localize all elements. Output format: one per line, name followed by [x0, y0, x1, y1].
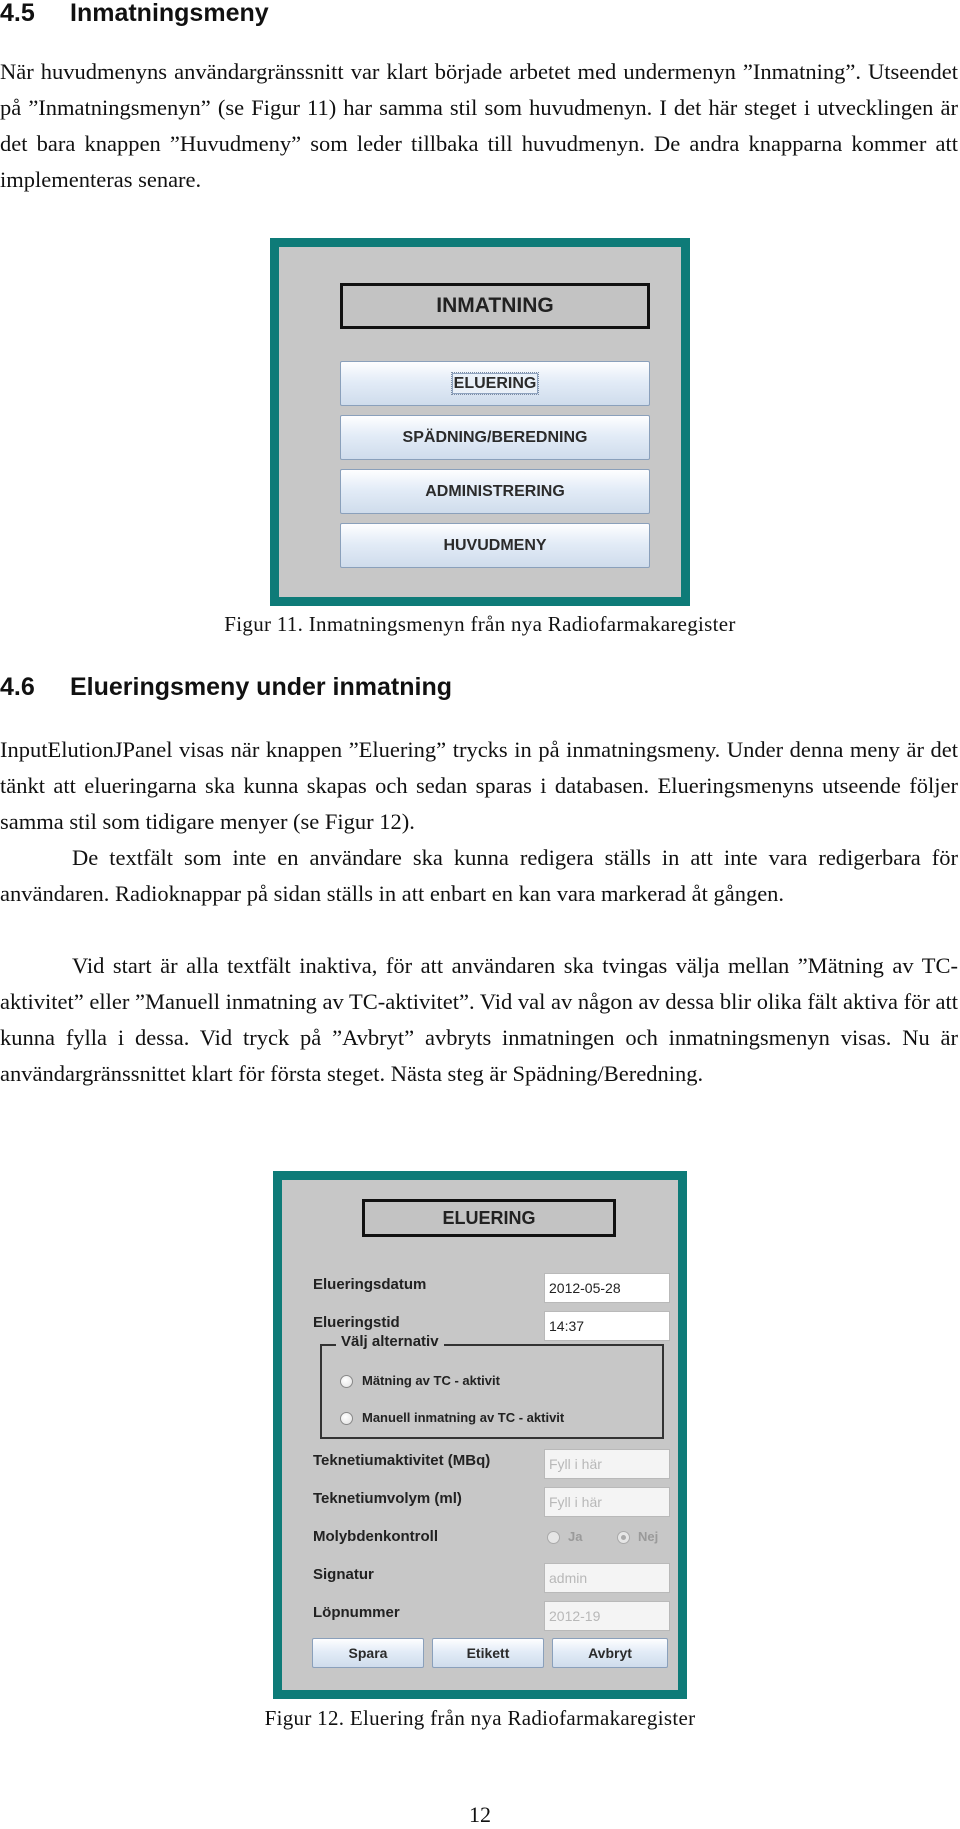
menu-panel	[279, 247, 681, 597]
teknetiumaktivitet-field[interactable]	[544, 1449, 670, 1479]
nej-radio-label: Nej	[638, 1529, 659, 1544]
section-title: Elueringsmeny under inmatning	[70, 673, 452, 701]
spadning-beredning-button[interactable]: SPÄDNING/BEREDNING	[340, 415, 650, 460]
page-number: 12	[469, 1802, 491, 1827]
huvudmeny-button[interactable]: HUVUDMENY	[340, 523, 650, 568]
matning-radio-label: Mätning av TC - aktivit	[362, 1373, 500, 1388]
menu-title: INMATNING	[340, 283, 650, 329]
ja-radio-label: Ja	[568, 1529, 583, 1544]
spara-button[interactable]: Spara	[312, 1638, 424, 1668]
elueringsdatum-field[interactable]	[544, 1273, 670, 1303]
signatur-label: Signatur	[313, 1566, 374, 1583]
section-heading-4-5	[0, 0, 269, 28]
elueringstid-field[interactable]	[544, 1311, 670, 1341]
nej-radio[interactable]	[617, 1531, 630, 1544]
etikett-button[interactable]: Etikett	[432, 1638, 544, 1668]
paragraph: InputElutionJPanel visas när knappen ”Eluering” trycks in på inmatningsmeny. Under denna meny är det tänkt att elueringarna ska kunna skapas och sedan sparas i databasen. Elueringsmenyns utseende följer samma stil som tidigare menyer (se Figur 12).	[0, 737, 958, 834]
elueringstid-label: Elueringstid	[313, 1314, 400, 1331]
manuell-radio[interactable]	[340, 1412, 353, 1425]
matning-radio[interactable]	[340, 1375, 353, 1388]
teknetiumvolym-field[interactable]	[544, 1487, 670, 1517]
lopnummer-label: Löpnummer	[313, 1604, 400, 1621]
figure-inmatning-menu	[270, 238, 690, 606]
signatur-field[interactable]	[544, 1563, 670, 1593]
ja-radio[interactable]	[547, 1531, 560, 1544]
eluering-button[interactable]	[340, 361, 650, 406]
button-label: ELUERING	[453, 374, 537, 392]
section-title: Inmatningsmeny	[70, 0, 269, 27]
form-panel	[282, 1180, 678, 1690]
form-title: ELUERING	[362, 1199, 616, 1237]
elueringsdatum-label: Elueringsdatum	[313, 1276, 427, 1293]
paragraph: De textfält som inte en användare ska kunna redigera ställs in att inte vara redigerbara för användaren. Radioknappar på sidan ställs in att enbart en kan vara markerad åt gången.	[0, 845, 958, 906]
figure-eluering-form	[273, 1171, 687, 1699]
teknetiumaktivitet-label: Teknetiumaktivitet (MBq)	[313, 1452, 491, 1469]
administrering-button[interactable]: ADMINISTRERING	[340, 469, 650, 514]
figure-caption: Figur 11. Inmatningsmenyn från nya Radiofarmakaregister	[224, 612, 736, 636]
paragraph: Vid start är alla textfält inaktiva, för att användaren ska tvingas välja mellan ”Mätning av TC-aktivitet” eller ”Manuell inmatning av TC-aktivitet”. Vid val av någon av dessa blir olika fält aktiva för att kunna fylla i dessa. Vid tryck på ”Avbryt” avbryts inmatningen och inmatningsmenyn visas. Nu är användargränssnittet klart för första steget. Nästa steg är Spädning/Beredning.	[0, 953, 958, 1086]
avbryt-button[interactable]: Avbryt	[552, 1638, 668, 1668]
section-number: 4.6	[0, 673, 35, 701]
section-heading-4-6	[0, 672, 452, 702]
figure-caption: Figur 12. Eluering från nya Radiofarmakaregister	[264, 1706, 696, 1730]
manuell-radio-label: Manuell inmatning av TC - aktivit	[362, 1410, 565, 1425]
lopnummer-field[interactable]	[544, 1601, 670, 1631]
alternative-group-label: Välj alternativ	[336, 1333, 444, 1350]
paragraph: När huvudmenyns användargränssnitt var klart började arbetet med undermenyn ”Inmatning”. Utseendet på ”Inmatningsmenyn” (se Figur 11) har samma stil som huvudmenyn. I det här steget i utvecklingen är det bara knappen ”Huvudmeny” som leder tillbaka till huvudmenyn. De andra knapparna kommer att implementeras senare.	[0, 59, 958, 192]
molybdenkontroll-label: Molybdenkontroll	[313, 1528, 438, 1545]
teknetiumvolym-label: Teknetiumvolym (ml)	[313, 1490, 462, 1507]
section-number: 4.5	[0, 0, 35, 27]
